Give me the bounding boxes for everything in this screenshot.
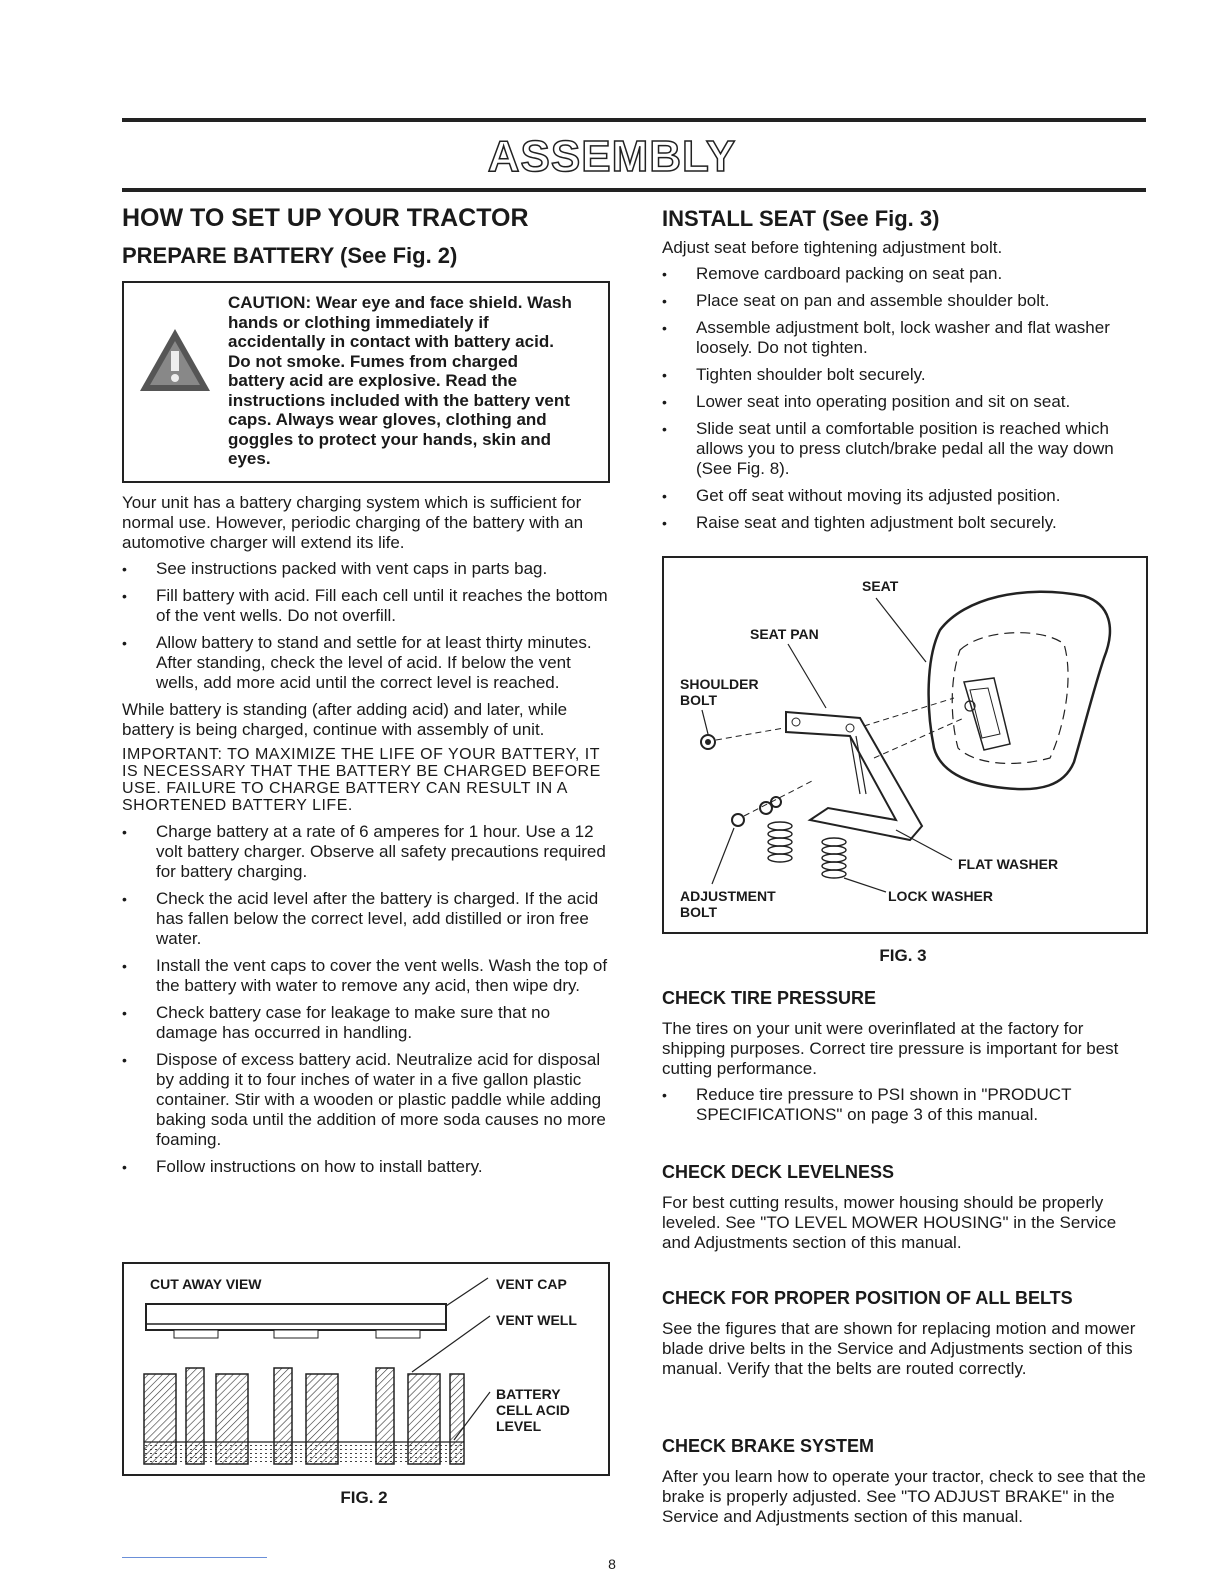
list-item: • Assemble adjustment bolt, lock washer and flat washer loosely. Do not tighten. bbox=[662, 318, 1110, 357]
shoulder-bolt-label-2: BOLT bbox=[680, 692, 718, 708]
belts-section bbox=[662, 1288, 1148, 1385]
spring-right bbox=[822, 838, 846, 878]
title-rule bbox=[122, 188, 1146, 192]
important-note: IMPORTANT: TO MAXIMIZE THE LIFE OF YOUR BATTERY, IT IS NECESSARY THAT THE BATTERY BE CHARGED BEFORE USE. FAILURE TO CHARGE BATTERY CAN RESULT IN A SHORTENED BATTERY LIFE. bbox=[122, 746, 601, 814]
deck-levelness-section bbox=[662, 1162, 1148, 1259]
shoulder-bolt-label-1: SHOULDER bbox=[680, 676, 759, 692]
battery-steps-1 bbox=[122, 559, 610, 693]
warning-triangle-icon bbox=[138, 327, 212, 393]
list-item: • Install the vent caps to cover the vent wells. Wash the top of the battery with water to remove any acid, then wipe dry. bbox=[122, 956, 608, 995]
brake-section bbox=[662, 1436, 1148, 1533]
tire-pressure-steps bbox=[662, 1085, 1148, 1125]
lock-washer-label: LOCK WASHER bbox=[888, 888, 993, 904]
fig2-caption: FIG. 2 bbox=[340, 1488, 388, 1507]
right-column bbox=[662, 200, 1148, 1526]
battery-cutaway-drawing bbox=[124, 1264, 608, 1474]
top-rule bbox=[122, 118, 1146, 122]
cutaway-label: CUT AWAY VIEW bbox=[150, 1276, 262, 1292]
list-item: • Follow instructions on how to install battery. bbox=[122, 1157, 483, 1176]
install-seat-heading: INSTALL SEAT (See Fig. 3) bbox=[662, 206, 940, 231]
vent-cap-label: VENT CAP bbox=[496, 1276, 567, 1292]
belts-text: See the figures that are shown for replacing motion and mower blade drive belts in the Service and Adjustments section of this manual. Verify that the belts are routed correctly. bbox=[662, 1319, 1136, 1378]
belts-heading: CHECK FOR PROPER POSITION OF ALL BELTS bbox=[662, 1288, 1073, 1308]
list-item: • Charge battery at a rate of 6 amperes for 1 hour. Use a 12 volt battery charger. Observe all safety precautions required for battery charging. bbox=[122, 822, 606, 881]
caution-text: CAUTION: Wear eye and face shield. Wash hands or clothing immediately if accidentally in contact with battery acid. Do not smoke. Fumes from charged battery acid are explosive. Read the instructions included with the battery vent caps. Always wear gloves, clothing and goggles to protect your hands, skin and eyes. bbox=[228, 293, 572, 468]
list-item: • Raise seat and tighten adjustment bolt securely. bbox=[662, 513, 1057, 532]
tire-pressure-heading: CHECK TIRE PRESSURE bbox=[662, 988, 877, 1008]
figure-2 bbox=[122, 1262, 610, 1476]
footer-word: manual. bbox=[962, 1507, 1023, 1526]
adjustment-bolt-label-1: ADJUSTMENT bbox=[680, 888, 776, 904]
list-item: • Reduce tire pressure to PSI shown in "PRODUCT SPECIFICATIONS" on page 3 of this manual. bbox=[662, 1085, 1072, 1124]
deck-levelness-heading: CHECK DECK LEVELNESS bbox=[662, 1162, 895, 1182]
tire-pressure-section bbox=[662, 988, 1148, 1132]
list-item: • See instructions packed with vent caps in parts bag. bbox=[122, 559, 548, 578]
left-column bbox=[122, 200, 610, 1507]
list-item: • Slide seat until a comfortable position is reached which allows you to press clutch/brake pedal all the way down (See Fig. 8). bbox=[662, 419, 1114, 478]
caution-box bbox=[122, 281, 610, 483]
battery-para-2: While battery is standing (after adding acid) and later, while battery is being charged, continue with assembly of unit. bbox=[122, 700, 568, 739]
decorative-line bbox=[122, 1557, 267, 1558]
battery-label: BATTERY bbox=[496, 1386, 561, 1402]
battery-intro: Your unit has a battery charging system which is sufficient for normal use. However, periodic charging of the battery with an automotive charger will extend its life. bbox=[122, 493, 584, 552]
adjustment-bolt-label-2: BOLT bbox=[680, 904, 718, 920]
list-item: • Place seat on pan and assemble shoulder bolt. bbox=[662, 291, 1050, 310]
list-item: • Lower seat into operating position and sit on seat. bbox=[662, 392, 1071, 411]
cell-acid-label: CELL ACID bbox=[496, 1402, 570, 1418]
list-item: • Check battery case for leakage to make sure that no damage has occurred in handling. bbox=[122, 1003, 551, 1042]
list-item: • Remove cardboard packing on seat pan. bbox=[662, 264, 1003, 283]
figure-3 bbox=[662, 556, 1148, 934]
page-title: ASSEMBLY bbox=[487, 132, 737, 181]
list-item: • Dispose of excess battery acid. Neutralize acid for disposal by adding it to four inches of water in a five gallon plastic container. Stir with a wooden or plastic paddle while adding baking soda until the addition of more soda causes no more foaming. bbox=[122, 1050, 606, 1149]
brake-text: After you learn how to operate your tractor, check to see that the brake is properly adjusted. See "TO ADJUST BRAKE" in the Service and Adjustments section of this manual. bbox=[662, 1467, 1146, 1526]
seat-steps bbox=[662, 264, 1148, 533]
seat-intro: Adjust seat before tightening adjustment bolt. bbox=[662, 238, 1003, 257]
spring-left bbox=[768, 822, 792, 862]
fig3-caption: FIG. 3 bbox=[879, 946, 927, 965]
vent-well-label: VENT WELL bbox=[496, 1312, 577, 1328]
level-label: LEVEL bbox=[496, 1418, 542, 1434]
list-item: • Check the acid level after the battery is charged. If the acid has fallen below the correct level, add distilled or iron free water. bbox=[122, 889, 599, 948]
tire-pressure-text: The tires on your unit were overinflated at the factory for shipping purposes. Correct tire pressure is important for best cutting performance. bbox=[662, 1019, 1119, 1078]
page-number: 8 bbox=[608, 1556, 616, 1572]
list-item: • Allow battery to stand and settle for at least thirty minutes. After standing, check the level of acid. If below the vent wells, add more acid until the correct level is reached. bbox=[122, 633, 592, 692]
deck-levelness-text: For best cutting results, mower housing should be properly leveled. See "TO LEVEL MOWER HOUSING" in the Service and Adjustments section of this manual. bbox=[662, 1193, 1117, 1252]
flat-washer-label: FLAT WASHER bbox=[958, 856, 1059, 872]
seat-label: SEAT bbox=[862, 578, 899, 594]
setup-heading: HOW TO SET UP YOUR TRACTOR bbox=[122, 204, 529, 232]
list-item: • Tighten shoulder bolt securely. bbox=[662, 365, 926, 384]
list-item: • Fill battery with acid. Fill each cell until it reaches the bottom of the vent wells. Do not overfill. bbox=[122, 586, 608, 625]
seat-assembly-drawing bbox=[664, 558, 1146, 932]
seat-pan-label: SEAT PAN bbox=[750, 626, 819, 642]
battery-steps-2 bbox=[122, 822, 610, 1177]
prepare-battery-heading: PREPARE BATTERY (See Fig. 2) bbox=[122, 243, 458, 268]
brake-heading: CHECK BRAKE SYSTEM bbox=[662, 1436, 875, 1456]
list-item: • Get off seat without moving its adjusted position. bbox=[662, 486, 1061, 505]
